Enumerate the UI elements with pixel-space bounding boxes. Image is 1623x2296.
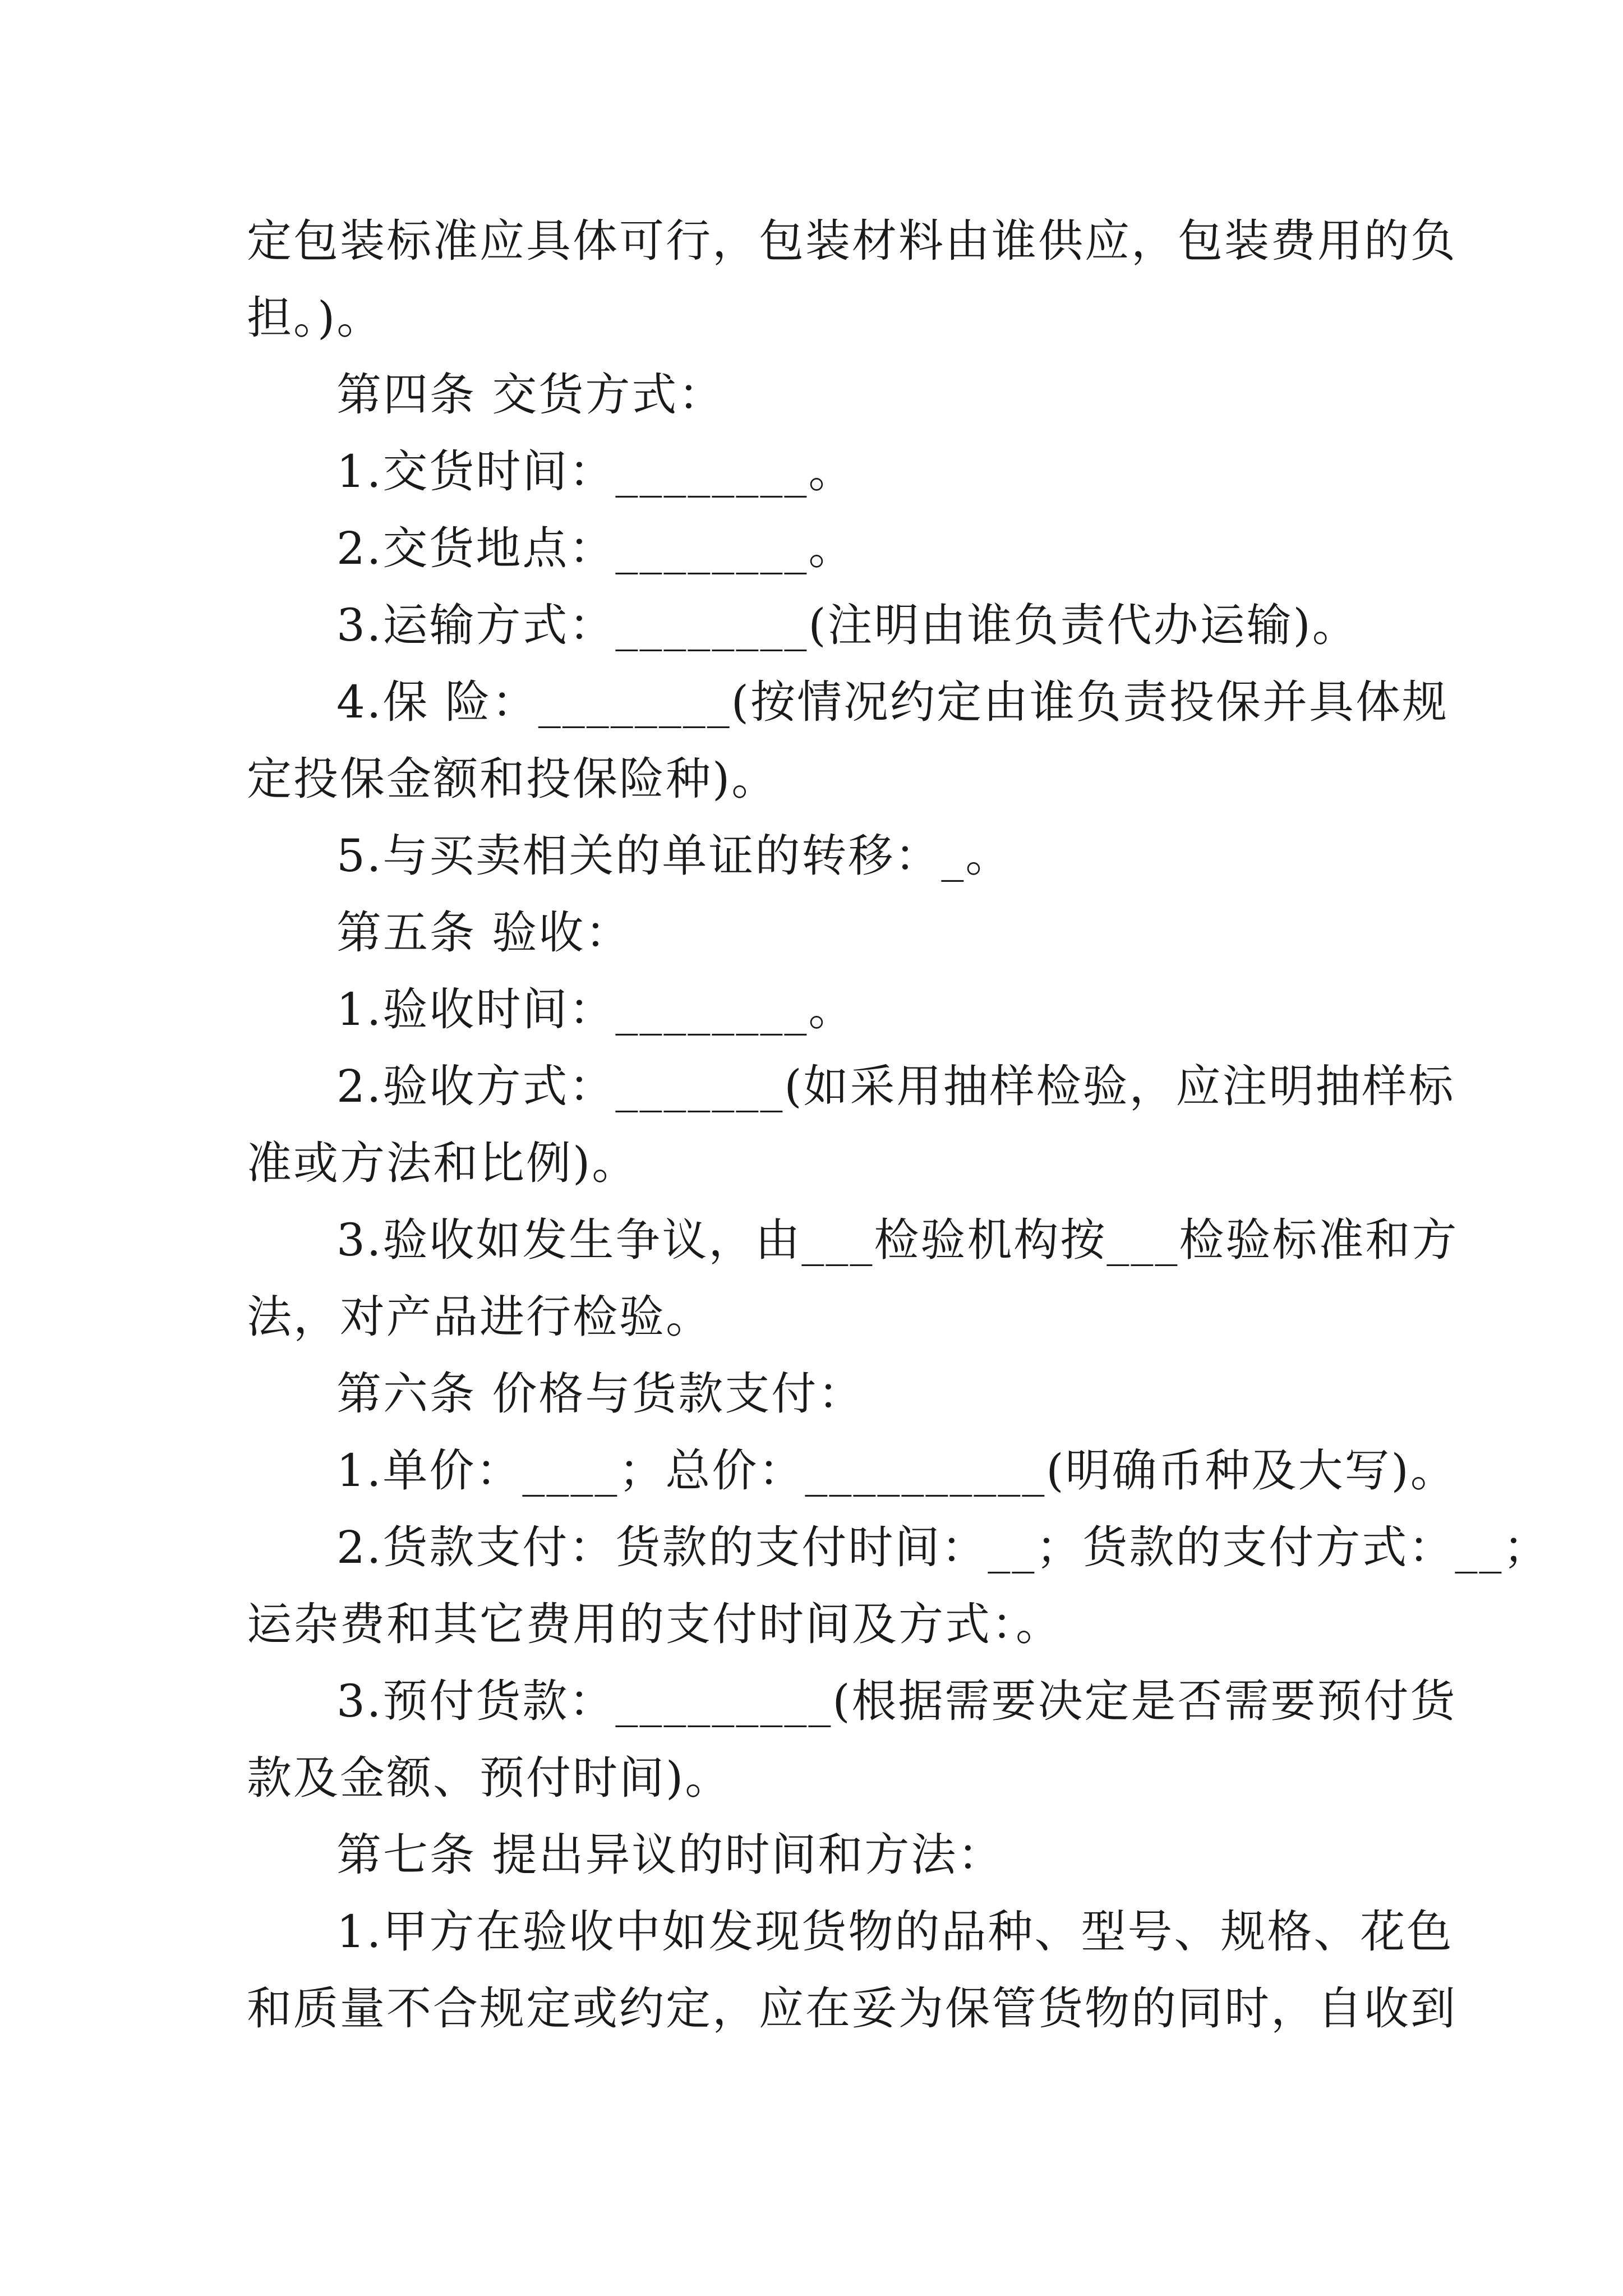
clause-line: 1.验收时间：________。 (336, 983, 855, 1036)
paragraph-line: 定包装标准应具体可行，包装材料由谁供应，包装费用的负 (247, 215, 1457, 267)
clause-continuation: 款及金额、预付时间)。 (247, 1752, 732, 1804)
clause-line: 4.保 险：________(按情况约定由谁负责投保并具体规 (336, 676, 1449, 728)
article-heading: 第七条 提出异议的时间和方法： (336, 1829, 1004, 1881)
clause-line: 2.交货地点：________。 (336, 522, 855, 574)
clause-line: 5.与买卖相关的单证的转移：_。 (336, 830, 1012, 882)
clause-line: 3.运输方式：________(注明由谁负责代办运输)。 (336, 599, 1359, 651)
clause-continuation: 定投保金额和投保险种)。 (247, 753, 778, 805)
clause-line: 3.预付货款：_________(根据需要决定是否需要预付货 (336, 1675, 1457, 1727)
clause-line: 1.单价：____；总价：__________(明确币种及大写)。 (336, 1444, 1457, 1497)
clause-line: 1.交货时间：________。 (336, 445, 855, 498)
article-heading: 第六条 价格与货款支付： (336, 1368, 865, 1420)
clause-continuation: 法，对产品进行检验。 (247, 1291, 712, 1343)
clause-continuation: 和质量不合规定或约定，应在妥为保管货物的同时，自收到 (247, 1982, 1457, 2035)
paragraph-line: 担。)。 (247, 292, 384, 344)
clause-line: 2.货款支付：货款的支付时间：__；货款的支付方式：__； (336, 1521, 1550, 1573)
article-heading: 第四条 交货方式： (336, 369, 725, 421)
clause-line: 3.验收如发生争议，由___检验机构按___检验标准和方 (336, 1214, 1459, 1266)
article-heading: 第五条 验收： (336, 907, 632, 959)
clause-line: 2.验收方式：_______(如采用抽样检验，应注明抽样标 (336, 1060, 1455, 1112)
clause-line: 1.甲方在验收中如发现货物的品种、型号、规格、花色 (336, 1906, 1454, 1958)
clause-continuation: 运杂费和其它费用的支付时间及方式：。 (247, 1598, 1062, 1650)
clause-continuation: 准或方法和比例)。 (247, 1137, 639, 1189)
